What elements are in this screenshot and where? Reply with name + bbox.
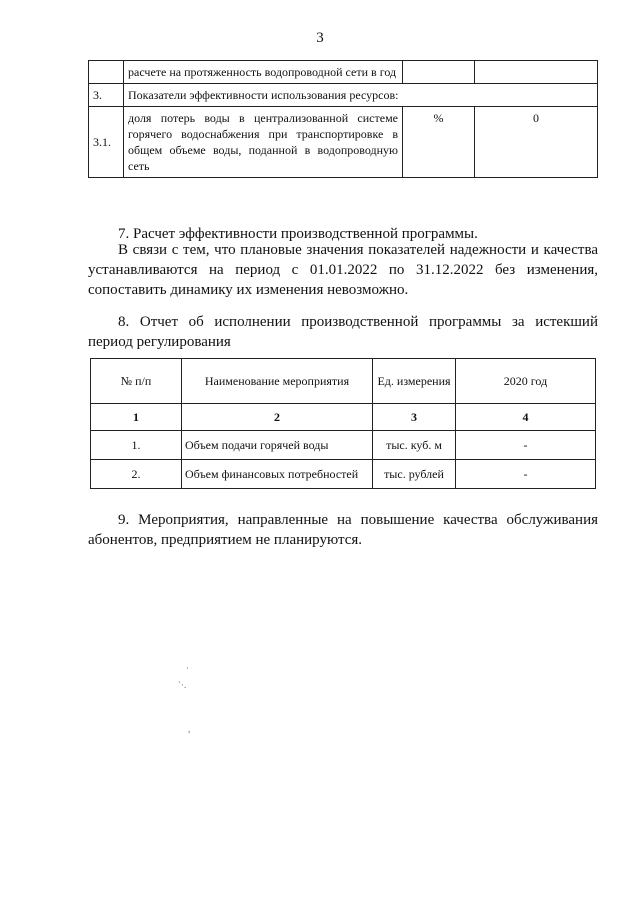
row-number: 2. — [91, 460, 182, 489]
indicators-table — [88, 60, 598, 178]
column-number: 1 — [91, 404, 182, 431]
section-heading: Показатели эффективности использования ресурсов: — [124, 84, 598, 107]
header-year: 2020 год — [456, 359, 596, 404]
table-row — [89, 107, 598, 178]
section-7-body: В связи с тем, что плановые значения показателей надежности и качества устанавливаются на период с 01.01.2022 по 31.12.2022 без изменения, сопоставить динамику их изменения невозможно. — [88, 242, 598, 298]
scan-speck: , — [188, 724, 191, 734]
column-numbers-row — [91, 404, 596, 431]
unit-cell — [403, 61, 475, 84]
scan-speck: `·. — [178, 680, 187, 690]
report-table — [90, 358, 596, 489]
table-header-row — [91, 359, 596, 404]
header-num: № п/п — [91, 359, 182, 404]
column-number: 2 — [182, 404, 373, 431]
unit-cell: тыс. куб. м — [373, 431, 456, 460]
unit-cell: тыс. рублей — [373, 460, 456, 489]
header-name: Наименование мероприятия — [182, 359, 373, 404]
header-unit: Ед. измерения — [373, 359, 456, 404]
row-number: 3. — [89, 84, 124, 107]
table-row — [89, 61, 598, 84]
column-number: 3 — [373, 404, 456, 431]
unit-cell: % — [403, 107, 475, 178]
section-8-title: 8. Отчет об исполнении производственной программы за истекший период регулирования — [88, 314, 598, 350]
column-number: 4 — [456, 404, 596, 431]
table-row — [89, 84, 598, 107]
section-7-title: 7. Расчет эффективности производственной программы. — [118, 226, 478, 242]
value-cell: - — [456, 431, 596, 460]
table-row — [91, 460, 596, 489]
section-9-text: 9. Мероприятия, направленные на повышение качества обслуживания абонентов, предприятием не планируются. — [88, 512, 598, 548]
row-number: 3.1. — [89, 107, 124, 178]
table-row — [91, 431, 596, 460]
value-cell: 0 — [475, 107, 598, 178]
measure-name: Объем подачи горячей воды — [182, 431, 373, 460]
value-cell: - — [456, 460, 596, 489]
indicator-name: доля потерь воды в централизованной системе горячего водоснабжения при транспортировке в общем объеме воды, поданной в водопроводную сеть — [124, 107, 403, 178]
measure-name: Объем финансовых потребностей — [182, 460, 373, 489]
indicator-name: расчете на протяженность водопроводной сети в год — [124, 61, 403, 84]
page-number: 3 — [316, 30, 324, 46]
scan-speck: · — [186, 663, 189, 673]
row-number — [89, 61, 124, 84]
value-cell — [475, 61, 598, 84]
row-number: 1. — [91, 431, 182, 460]
